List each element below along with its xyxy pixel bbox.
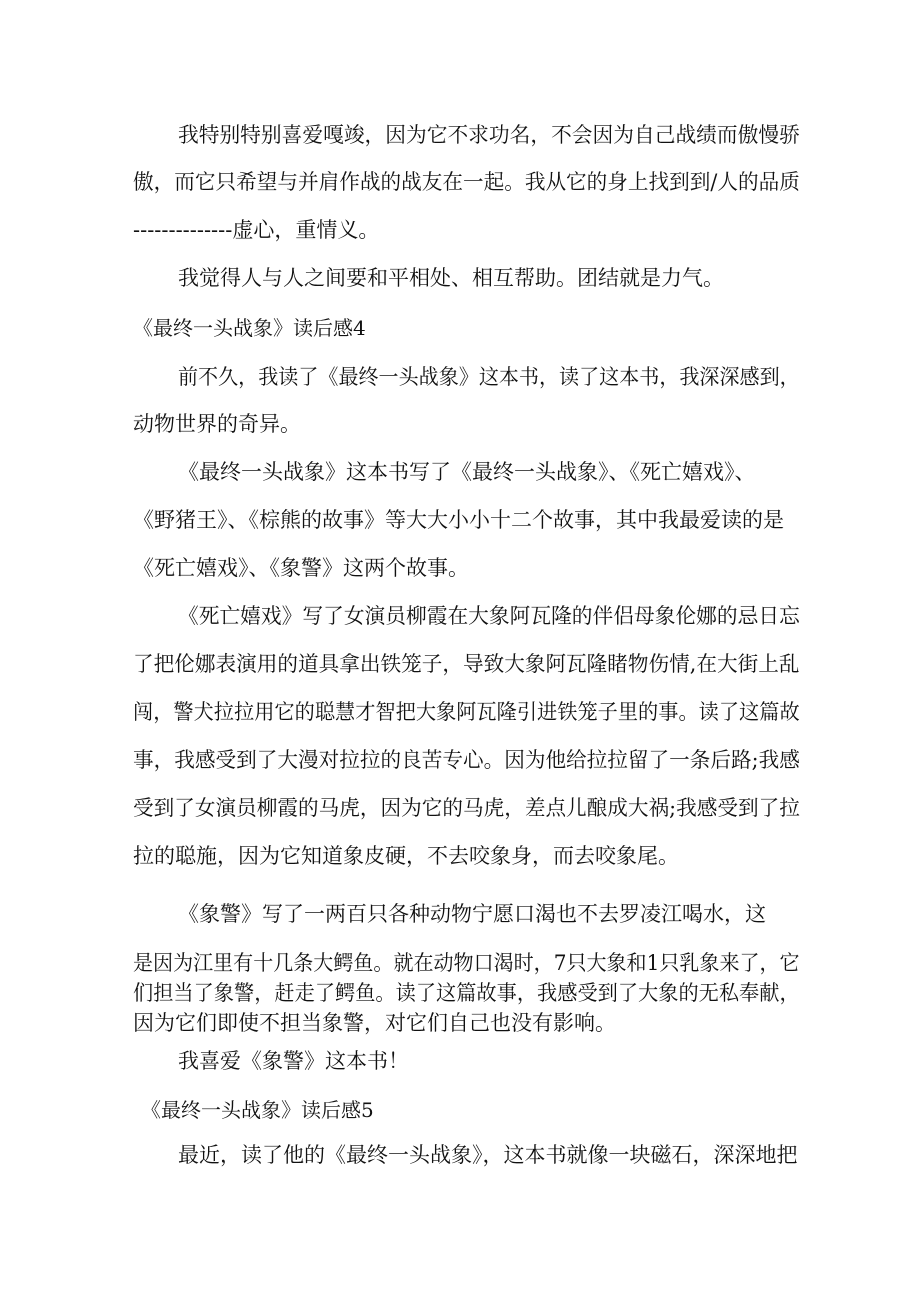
paragraph-line: --------------虚心，重情义。	[133, 218, 380, 242]
paragraph-line: 傲，而它只希望与并肩作战的战友在一起。我从它的身上找到到/人的品质	[133, 170, 800, 194]
paragraph-line: 受到了女演员柳霞的马虎，因为它的马虎，差点儿酿成大祸;我感受到了拉	[133, 796, 800, 820]
paragraph-line: 我特别特别喜爱嘎竣，因为它不求功名，不会因为自己战绩而傲慢骄	[178, 123, 800, 147]
paragraph-line: 《野猪王》、《棕熊的故事》等大大小小十二个故事，其中我最爱读的是	[133, 508, 784, 532]
paragraph-line: 我觉得人与人之间要和平相处、相互帮助。团结就是力气。	[178, 266, 724, 290]
paragraph-line: 前不久，我读了《最终一头战象》这本书，读了这本书，我深深感到，	[178, 365, 800, 389]
paragraph-line: 动物世界的奇异。	[133, 412, 301, 436]
paragraph-line: 《象警》写了一两百只各种动物宁愿口渴也不去罗凌江喝水，这	[178, 902, 766, 926]
paragraph-line: 事，我感受到了大漫对拉拉的良苦专心。因为他给拉拉留了一条后路;我感	[133, 748, 800, 772]
paragraph-line: 们担当了象警，赶走了鳄鱼。读了这篇故事，我感受到了大象的无私奉献，	[133, 981, 800, 1005]
paragraph-line: 是因为江里有十几条大鳄鱼。就在动物口渴时，7只大象和1只乳象来了，它	[133, 951, 800, 975]
paragraph-line: 《死亡嬉戏》写了女演员柳霞在大象阿瓦隆的伴侣母象伦娜的忌日忘	[178, 604, 800, 628]
paragraph-line: 最近，读了他的《最终一头战象》，这本书就像一块磁石，深深地把	[178, 1143, 798, 1167]
paragraph-line: 拉的聪施，因为它知道象皮硬，不去咬象身，而去咬象尾。	[133, 844, 679, 868]
paragraph-line: 《最终一头战象》这本书写了《最终一头战象》、《死亡嬉戏》、	[178, 460, 756, 484]
section-heading: 《最终一头战象》读后感5	[141, 1098, 374, 1122]
paragraph-line: 了把伦娜表演用的道具拿出铁笼子，导致大象阿瓦隆睹物伤情,在大街上乱	[133, 652, 800, 676]
paragraph-line: 闯，警犬拉拉用它的聪慧才智把大象阿瓦隆引进铁笼子里的事。读了这篇故	[133, 700, 800, 724]
paragraph-line: 我喜爱《象警》这本书！	[178, 1049, 409, 1073]
paragraph-line: 因为它们即使不担当象警，对它们自己也没有影响。	[133, 1011, 616, 1035]
paragraph-line: 《死亡嬉戏》、《象警》这两个故事。	[133, 556, 469, 580]
section-heading: 《最终一头战象》读后感4	[133, 316, 366, 340]
